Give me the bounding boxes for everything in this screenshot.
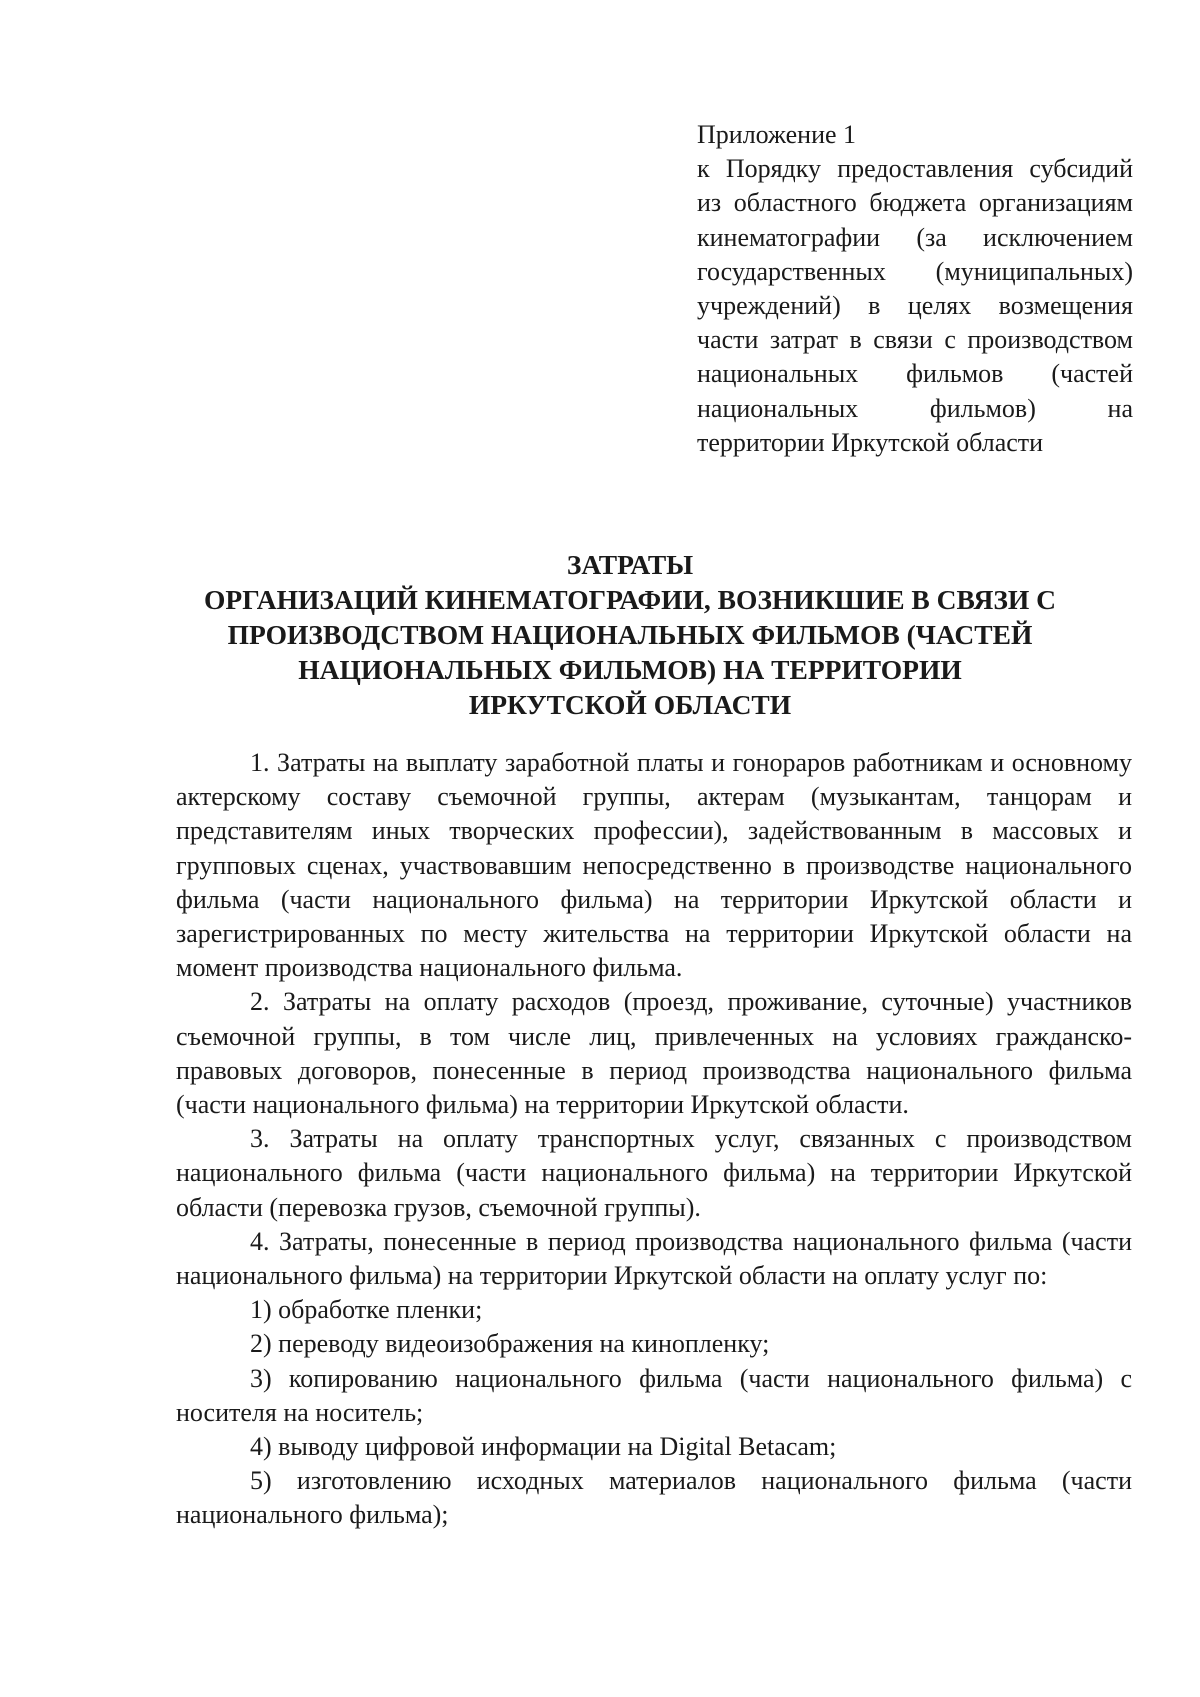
appendix-number: Приложение 1: [697, 120, 857, 149]
title-line: ПРОИЗВОДСТВОМ НАЦИОНАЛЬНЫХ ФИЛЬМОВ (ЧАСТЕЙ: [227, 619, 1033, 650]
paragraph-2: 2. Затраты на оплату расходов (проезд, проживание, суточные) участников съемочной группы, в том числе лиц, привлеченных на условиях гражданско-правовых договоров, понесенные в период производства национального фильма (части национального фильма) на территории Иркутской области.: [176, 987, 1132, 1120]
appendix-text: к Порядку предоставления субсидий из областного бюджета организациям кинематографии (за исключением государственных (муниципальных) учреждений) в целях возмещения части затрат в связи с производством национальных фильмов (частей национальных фильмов) на территории Иркутской области: [697, 154, 1133, 457]
document-title: [130, 547, 1130, 722]
title-line: ИРКУТСКОЙ ОБЛАСТИ: [468, 689, 792, 720]
paragraph-4: 4. Затраты, понесенные в период производства национального фильма (части национального фильма) на территории Иркутской области на оплату услуг по:: [176, 1226, 1132, 1291]
document-body: [176, 746, 1132, 1533]
paragraph-1: 1. Затраты на выплату заработной платы и гонораров работникам и основному актерскому составу съемочной группы, актерам (музыкантам, танцорам и представителям иных творческих профессии), задействованным в массовых и групповых сценах, участвовавшим непосредственно в производстве национального фильма (части национального фильма) на территории Иркутской области и зарегистрированных по месту жительства на территории Иркутской области на момент производства национального фильма.: [176, 748, 1132, 983]
appendix-block: [697, 118, 1133, 460]
paragraph-3: 3. Затраты на оплату транспортных услуг, связанных с производством национального фильма (части национального фильма) на территории Иркутской области (перевозка грузов, съемочной группы).: [176, 1124, 1132, 1222]
title-line: ОРГАНИЗАЦИЙ КИНЕМАТОГРАФИИ, ВОЗНИКШИЕ В СВЯЗИ С: [204, 584, 1056, 615]
list-item: 3) копированию национального фильма (части национального фильма) с носителя на носитель;: [176, 1363, 1132, 1427]
title-line: НАЦИОНАЛЬНЫХ ФИЛЬМОВ) НА ТЕРРИТОРИИ: [298, 654, 962, 685]
title-line: ЗАТРАТЫ: [566, 549, 694, 580]
list-item: 1) обработке пленки;: [250, 1295, 483, 1325]
list-item: 2) переводу видеоизображения на кинопленку;: [250, 1329, 770, 1359]
list-item: 5) изготовлению исходных материалов национального фильма (части национального фильма);: [176, 1466, 1132, 1530]
list-item: 4) выводу цифровой информации на Digital Betacam;: [250, 1432, 837, 1462]
